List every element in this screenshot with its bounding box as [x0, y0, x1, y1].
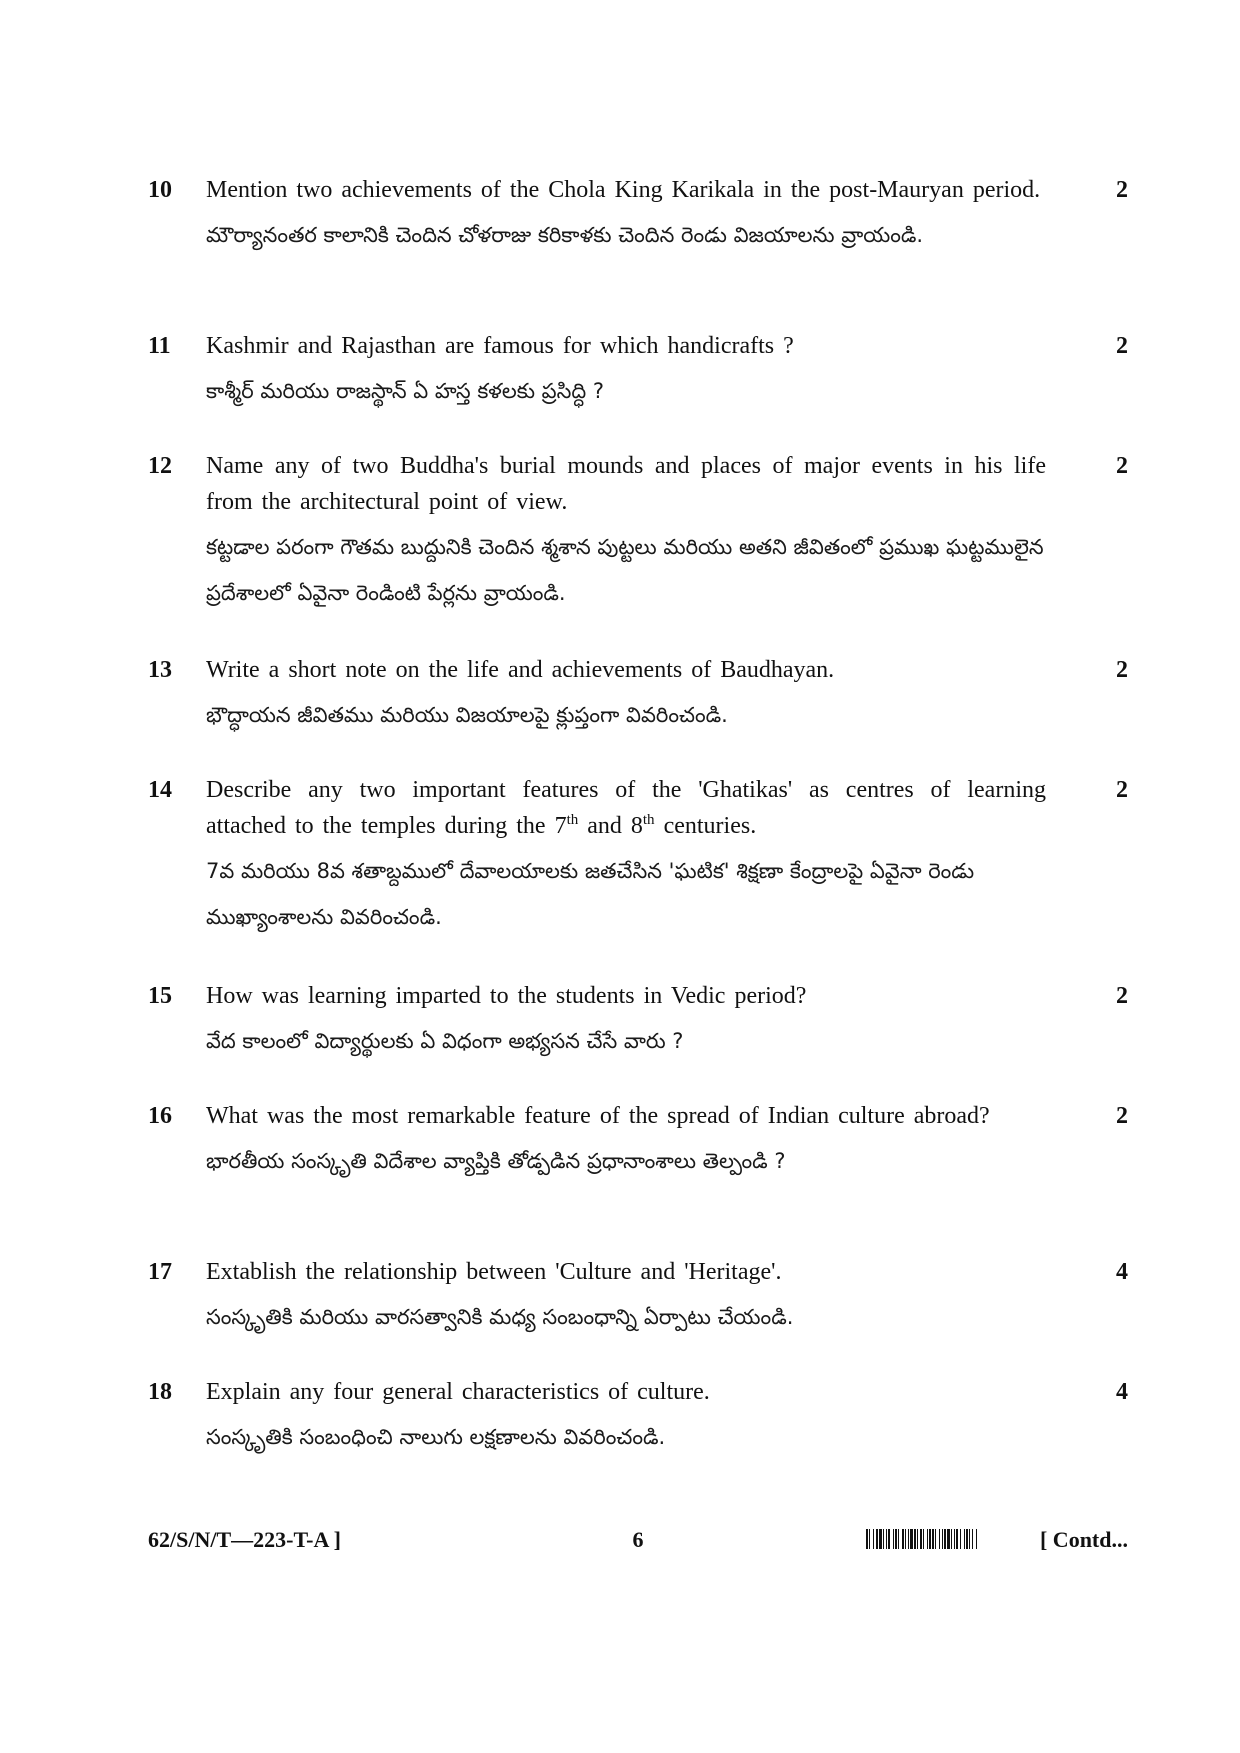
question-text-english: What was the most remarkable feature of the spread of Indian culture abroad? [206, 1103, 990, 1129]
question-marks: 2 [1116, 1103, 1128, 1129]
question-marks: 2 [1116, 777, 1128, 803]
question-text-telugu: 7వ మరియు 8వ శతాబ్దములో దేవాలయాలకు జతచేసిన 'ఘటిక' శిక్షణా కేంద్రాలపై ఏవైనా రెండు ముఖ్యాంశాలను వివరించండి. [206, 859, 975, 929]
question-text-telugu: సంస్కృతికి సంబంధించి నాలుగు లక్షణాలను వివరించండి. [206, 1425, 666, 1449]
page-number: 6 [632, 1527, 644, 1552]
question-text-english: Write a short note on the life and achievements of Baudhayan. [206, 657, 835, 683]
question-number: 17 [148, 1259, 172, 1285]
question-15 [148, 978, 1128, 1064]
question-text-english: How was learning imparted to the students in Vedic period? [206, 983, 807, 1009]
page-footer [148, 1520, 1128, 1560]
question-13 [148, 652, 1128, 738]
superscript-th: th [566, 812, 579, 828]
question-text-english: Mention two achievements of the Chola King Karikala in the post-Mauryan period. [206, 177, 1041, 203]
question-text-english [206, 772, 1046, 844]
question-number: 16 [148, 1103, 172, 1129]
question-marks: 4 [1116, 1259, 1128, 1285]
question-text-english-part: and 8 [578, 813, 643, 839]
paper-code: 62/S/N/T—223-T-A ] [148, 1527, 341, 1552]
question-text-telugu: భౌద్ధాయన జీవితము మరియు విజయాలపై క్లుప్తంగా వివరించండి. [206, 703, 728, 727]
question-number: 13 [148, 657, 172, 683]
question-14 [148, 772, 1128, 940]
question-17 [148, 1254, 1128, 1340]
question-marks: 2 [1116, 177, 1128, 203]
question-marks: 2 [1116, 983, 1128, 1009]
superscript-th: th [642, 812, 655, 828]
question-text-english-part: centuries. [654, 813, 757, 839]
question-text-telugu: కట్టడాల పరంగా గౌతమ బుద్దునికి చెందిన శ్మశాన పుట్టలు మరియు అతని జీవితంలో ప్రముఖ ఘట్టములైన ప్రదేశాలలో ఏవైనా రెండింటి పేర్లను వ్రాయండి. [206, 535, 1044, 605]
question-number: 10 [148, 177, 172, 203]
question-number: 12 [148, 453, 172, 479]
question-text-telugu: వేద కాలంలో విద్యార్థులకు ఏ విధంగా అభ్యసన చేసే వారు ? [206, 1029, 684, 1053]
question-text-english-part: Describe any two important features of the 'Ghatikas' as centres of learning attached to the temples during the 7 [206, 777, 1046, 839]
continued-label: [ Contd... [1039, 1527, 1128, 1552]
question-text-english: Name any of two Buddha's burial mounds and places of major events in his life from the architectural point of view. [206, 453, 1046, 515]
question-number: 14 [148, 777, 172, 803]
question-11 [148, 328, 1128, 414]
question-10 [148, 172, 1128, 258]
question-marks: 4 [1116, 1379, 1128, 1405]
question-text-english: Explain any four general characteristics of culture. [206, 1379, 710, 1405]
question-text-english: Kashmir and Rajasthan are famous for which handicrafts ? [206, 333, 794, 359]
question-12 [148, 448, 1128, 616]
question-text-telugu: కాశ్మీర్ మరియు రాజస్థాన్ ఏ హస్త కళలకు ప్రసిద్ధి ? [206, 379, 604, 403]
question-marks: 2 [1116, 333, 1128, 359]
question-text-telugu: సంస్కృతికి మరియు వారసత్వానికి మధ్య సంబంధాన్ని ఏర్పాటు చేయండి. [206, 1305, 794, 1329]
question-text-english: Extablish the relationship between 'Culture and 'Heritage'. [206, 1259, 782, 1285]
question-text-telugu: మౌర్యానంతర కాలానికి చెందిన చోళరాజు కరికాళకు చెందిన రెండు విజయాలను వ్రాయండి. [206, 223, 924, 247]
question-18 [148, 1374, 1128, 1460]
question-16 [148, 1098, 1128, 1184]
question-text-telugu: భారతీయ సంస్కృతి విదేశాల వ్యాప్తికి తోడ్పడిన ప్రధానాంశాలు తెల్పండి ? [206, 1149, 786, 1173]
question-number: 11 [148, 333, 171, 359]
question-marks: 2 [1116, 453, 1128, 479]
question-number: 15 [148, 983, 172, 1009]
question-marks: 2 [1116, 657, 1128, 683]
question-number: 18 [148, 1379, 172, 1405]
